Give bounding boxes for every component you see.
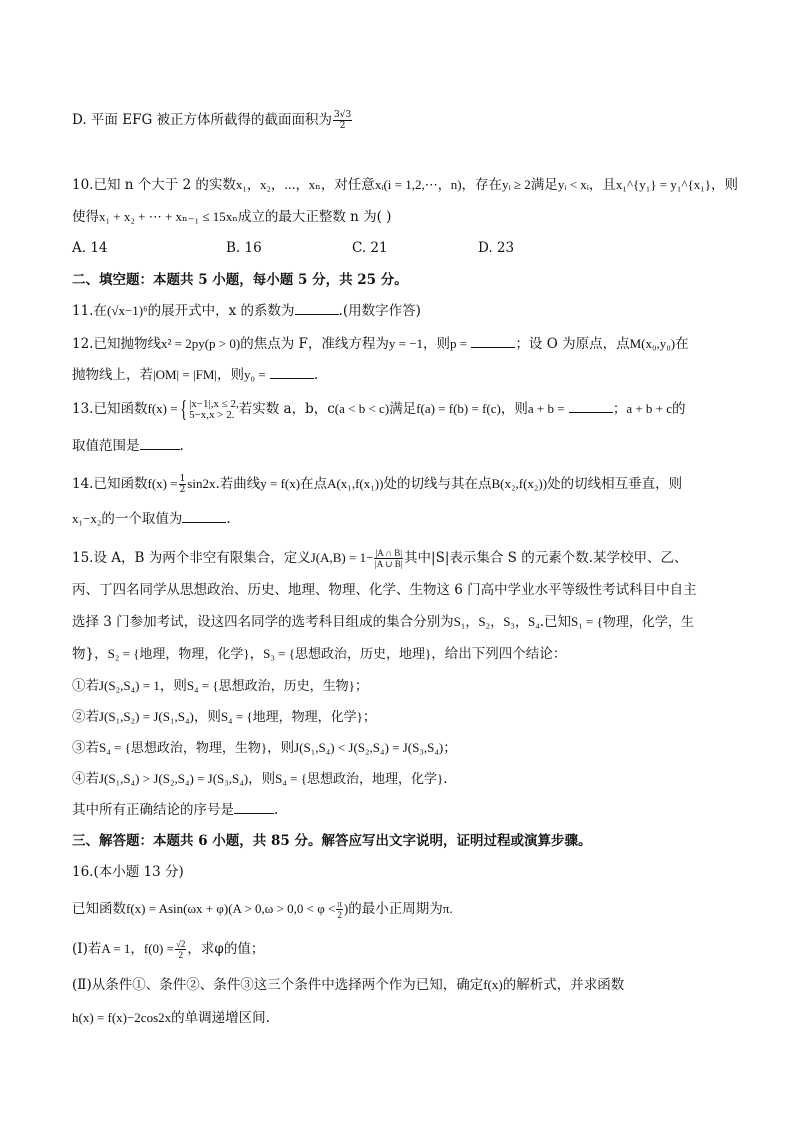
conclusion-2 bbox=[72, 707, 734, 727]
q12-text: ；设 O 为原点，点 bbox=[515, 336, 630, 352]
q16-math: f(0) = bbox=[143, 941, 174, 956]
q12-text: ，则 bbox=[423, 336, 451, 352]
q15-math: J(S₁,S₄) > J(S₂,S₄) = J(S₃,S₄) bbox=[99, 771, 249, 786]
q15-text: ； bbox=[443, 740, 457, 756]
q10-text: ，则 bbox=[711, 177, 739, 193]
option-d: D. 23 bbox=[478, 240, 515, 256]
q16-text: 的解析式，并求函数 bbox=[502, 977, 625, 993]
q15-math: S₂ = {地理，物理，化学} bbox=[107, 646, 250, 661]
fraction-numerator: √2 bbox=[175, 939, 186, 949]
q14-text: .若曲线 bbox=[215, 476, 261, 492]
q16-math: π. bbox=[442, 901, 453, 916]
q13-period: . bbox=[179, 438, 184, 454]
question-13-line-2 bbox=[72, 436, 734, 456]
fraction-numerator: 1 bbox=[179, 474, 186, 484]
q12-math: y₀ = bbox=[243, 367, 266, 382]
q13-math: f(a) = f(b) = f(c) bbox=[416, 401, 501, 416]
q16-text: ，求φ的值； bbox=[187, 941, 265, 957]
answer-blank bbox=[182, 510, 226, 523]
fraction-denominator: 2 bbox=[339, 121, 346, 131]
question-15-line-4 bbox=[72, 644, 734, 664]
q12-math: y = −1 bbox=[388, 336, 424, 351]
q13-text: 满足 bbox=[389, 401, 417, 417]
piecewise-row: |x−1|,x ≤ 2, bbox=[189, 397, 239, 410]
q13-text: ，则 bbox=[500, 401, 528, 417]
q14-text: 在点 bbox=[300, 476, 328, 492]
pi-over-2-fraction bbox=[336, 899, 343, 920]
option-d bbox=[72, 110, 734, 131]
q14-text: 处的切线相互垂直，则 bbox=[547, 476, 683, 492]
q15-text: ； bbox=[362, 709, 377, 725]
question-16-title: 16.(本小题 13 分) bbox=[72, 864, 184, 880]
q15-math: J(A,B) = 1− bbox=[310, 550, 374, 565]
q13-text: 13.已知函数 bbox=[72, 401, 148, 417]
q11-text: .(用数字作答) bbox=[338, 303, 421, 319]
q15-text: ，给出下列四个结论： bbox=[431, 646, 567, 662]
q12-text: 抛物线上，若 bbox=[72, 367, 153, 383]
q14-math: A(x₁,f(x₁)) bbox=[327, 476, 384, 491]
q15-text: ④若 bbox=[72, 771, 99, 787]
q12-text: 在 bbox=[675, 336, 689, 352]
q12-math: x² = 2py(p > 0) bbox=[160, 336, 241, 351]
q15-text: ，则 bbox=[159, 678, 187, 694]
q10-math: x₁ + x₂ + ⋯ + xₙ₋₁ ≤ 15xₙ bbox=[99, 209, 238, 224]
option-c: C. 21 bbox=[352, 240, 388, 256]
section-3-heading: 三、解答题：本题共 6 小题，共 85 分。解答应写出文字说明，证明过程或演算步骤。 bbox=[72, 833, 592, 849]
question-12-line-2 bbox=[72, 365, 734, 385]
q10-text: ，且 bbox=[588, 177, 616, 193]
q15-text: ，则 bbox=[248, 771, 276, 787]
q14-math: sin2x bbox=[187, 476, 216, 491]
q14-math: B(x₂,f(x₂)) bbox=[491, 476, 548, 491]
q13-text: 若实数 a，b，c bbox=[238, 401, 335, 417]
fraction-denominator: 2 bbox=[179, 485, 186, 495]
q15-text: . bbox=[443, 771, 448, 787]
question-10-line-1 bbox=[72, 175, 739, 195]
question-11 bbox=[72, 301, 734, 321]
fraction-denominator: 2 bbox=[178, 950, 183, 960]
fraction-numerator: 3√3 bbox=[334, 110, 352, 120]
q13-math: (a < b < c) bbox=[334, 401, 390, 416]
q16-math: A = 1 bbox=[101, 941, 131, 956]
q16-text: 已知函数 bbox=[72, 901, 126, 917]
question-15-end bbox=[72, 800, 734, 820]
q15-text: ①若 bbox=[72, 678, 99, 694]
q15-text: ③若 bbox=[72, 740, 99, 756]
fraction-denominator: 2 bbox=[337, 910, 342, 920]
q10-math: yᵢ ≥ 2 bbox=[502, 177, 531, 192]
q15-text: 其中|S|表示集合 S 的元素个数.某学校甲、乙、 bbox=[404, 550, 688, 566]
q15-text: 15.设 A，B 为两个非空有限集合，定义 bbox=[72, 550, 311, 566]
question-15-line-3 bbox=[72, 612, 734, 632]
fraction-numerator: |A ∩ B| bbox=[375, 548, 403, 558]
q16-text: 的单调递增区间. bbox=[171, 1010, 270, 1026]
q14-math: y = f(x) bbox=[260, 476, 301, 491]
q14-period: . bbox=[226, 511, 231, 527]
q11-math: (√x−1)⁶ bbox=[106, 303, 148, 318]
conclusion-3 bbox=[72, 738, 734, 758]
q11-text: 11.在 bbox=[72, 303, 107, 319]
q15-math: J(S₁,S₄) < J(S₂,S₄) = J(S₃,S₄) bbox=[294, 740, 444, 755]
question-12-line-1 bbox=[72, 334, 734, 354]
answer-blank bbox=[270, 366, 314, 379]
question-16-stem bbox=[72, 897, 734, 921]
piecewise-row: 5−x,x > 2. bbox=[189, 408, 235, 421]
q15-text: ； bbox=[354, 678, 369, 694]
q10-text: 使得 bbox=[72, 209, 99, 225]
answer-blank bbox=[140, 437, 180, 450]
q15-text: . bbox=[274, 802, 279, 818]
q12-math: |OM| = |FM| bbox=[153, 367, 217, 382]
question-10-options bbox=[72, 238, 734, 258]
q15-math: S₁，S₂，S₃，S₄ bbox=[453, 614, 540, 629]
q10-text: ，对任意 bbox=[320, 177, 375, 193]
question-16-part-2 bbox=[72, 975, 734, 995]
option-d-fraction bbox=[333, 110, 352, 131]
question-10-line-2 bbox=[72, 207, 734, 227]
one-half-fraction bbox=[179, 474, 187, 495]
q13-math: a + b = bbox=[527, 401, 565, 416]
root2-over-2-fraction bbox=[175, 939, 186, 960]
option-b: B. 16 bbox=[226, 240, 262, 256]
q10-math: xᵢ(i = 1,2,⋯，n) bbox=[374, 177, 462, 192]
q12-text: . bbox=[313, 367, 319, 383]
question-14-line-2 bbox=[72, 509, 734, 529]
answer-blank bbox=[569, 400, 613, 413]
option-d-text: D. 平面 EFG 被正方体所截得的截面面积为 bbox=[72, 112, 333, 128]
q13-text: 取值范围是 bbox=[72, 438, 140, 454]
q12-math: M(x₀,y₀) bbox=[629, 336, 676, 351]
q15-text: 选择 3 门参加考试，设这四名同学的选考科目组成的集合分别为 bbox=[72, 614, 454, 630]
question-16-part-2-cont bbox=[72, 1008, 734, 1028]
answer-blank bbox=[295, 302, 339, 315]
q16-math: ) bbox=[343, 901, 349, 916]
question-13-line-1 bbox=[72, 396, 734, 422]
q15-text: ②若 bbox=[72, 709, 99, 725]
q15-math: S₄ = {思想政治，地理，化学} bbox=[275, 771, 444, 786]
q10-text: ，存在 bbox=[461, 177, 503, 193]
q15-math: J(S₁,S₂) = J(S₁,S₄) bbox=[99, 709, 194, 724]
q15-text: ，则 bbox=[267, 740, 295, 756]
q16-text: (Ⅰ)若 bbox=[72, 941, 102, 957]
q15-math: S₁ = {物理，化学，生 bbox=[571, 614, 694, 629]
q10-math: yᵢ < xᵢ bbox=[557, 177, 589, 192]
q11-text: 的展开式中，x 的系数为 bbox=[147, 303, 295, 319]
q16-text: ， bbox=[130, 941, 144, 957]
q10-text: 成立的最大正整数 n 为( ) bbox=[237, 209, 392, 225]
q13-text: 的 bbox=[672, 401, 686, 417]
q10-math: x₁^{y₁} = y₁^{x₁} bbox=[615, 177, 712, 192]
q14-text: 处的切线与其在点 bbox=[383, 476, 492, 492]
q15-math: S₃ = {思想政治，历史，地理} bbox=[263, 646, 432, 661]
q15-text: ，则 bbox=[193, 709, 221, 725]
left-brace-icon: { bbox=[179, 396, 187, 423]
option-a: A. 14 bbox=[72, 240, 108, 256]
q15-text: 物}， bbox=[72, 646, 108, 662]
jaccard-fraction bbox=[374, 548, 403, 569]
question-14-line-1 bbox=[72, 472, 734, 496]
question-16-part-1 bbox=[72, 937, 734, 961]
q16-math: h(x) = f(x)−2cos2x bbox=[72, 1010, 172, 1025]
q14-text: 14.已知函数 bbox=[72, 476, 148, 492]
q10-text: 10.已知 n 个大于 2 的实数 bbox=[72, 177, 236, 193]
q13-math: f(x) = bbox=[147, 401, 178, 416]
q16-text: 的最小正周期为 bbox=[348, 901, 443, 917]
conclusion-4 bbox=[72, 769, 734, 789]
q13-text: ； bbox=[612, 401, 627, 417]
q16-math: f(x) bbox=[483, 977, 503, 992]
q15-text: .已知 bbox=[539, 614, 572, 630]
q15-text: ， bbox=[249, 646, 264, 662]
section-2-heading: 二、填空题：本题共 5 小题，每小题 5 分，共 25 分。 bbox=[72, 272, 408, 288]
question-15-line-2: 丙、丁四名同学从思想政治、历史、地理、物理、化学、生物这 6 门高中学业水平等级性考试科目中自主 bbox=[72, 582, 697, 598]
q10-text: 满足 bbox=[530, 177, 558, 193]
q15-math: S₄ = {思想政治，物理，生物} bbox=[99, 740, 268, 755]
q14-text: 的一个取值为 bbox=[101, 511, 183, 527]
q12-text: 12.已知抛物线 bbox=[72, 336, 161, 352]
q12-text: 的焦点为 F，准线方程为 bbox=[240, 336, 389, 352]
piecewise-function bbox=[178, 398, 239, 422]
q13-math: a + b + c bbox=[626, 401, 673, 416]
q16-math: f(x) = Asin(ωx + φ)(A > 0,ω > 0,0 < φ < bbox=[126, 901, 336, 916]
q14-math: x₁−x₂ bbox=[72, 511, 102, 526]
q10-math: x₁，x₂，⋯，xₙ bbox=[235, 177, 321, 192]
q14-math: f(x) = bbox=[147, 476, 178, 491]
q15-math: S₄ = {地理，物理，化学} bbox=[220, 709, 363, 724]
fraction-denominator: |A ∪ B| bbox=[374, 559, 403, 569]
q15-math: S₄ = {思想政治，历史，生物} bbox=[186, 678, 355, 693]
q15-text: 其中所有正确结论的序号是 bbox=[72, 802, 234, 818]
q12-math: p = bbox=[450, 336, 468, 351]
q15-math: J(S₂,S₄) = 1 bbox=[99, 678, 160, 693]
conclusion-1 bbox=[72, 676, 734, 696]
q16-text: (Ⅱ)从条件①、条件②、条件③这三个条件中选择两个作为已知，确定 bbox=[72, 977, 484, 993]
piecewise-rows bbox=[189, 399, 239, 421]
question-15-line-1 bbox=[72, 546, 734, 570]
fraction-numerator: π bbox=[337, 899, 342, 909]
q12-text: ，则 bbox=[216, 367, 244, 383]
answer-blank bbox=[234, 801, 274, 814]
answer-blank bbox=[471, 335, 515, 348]
